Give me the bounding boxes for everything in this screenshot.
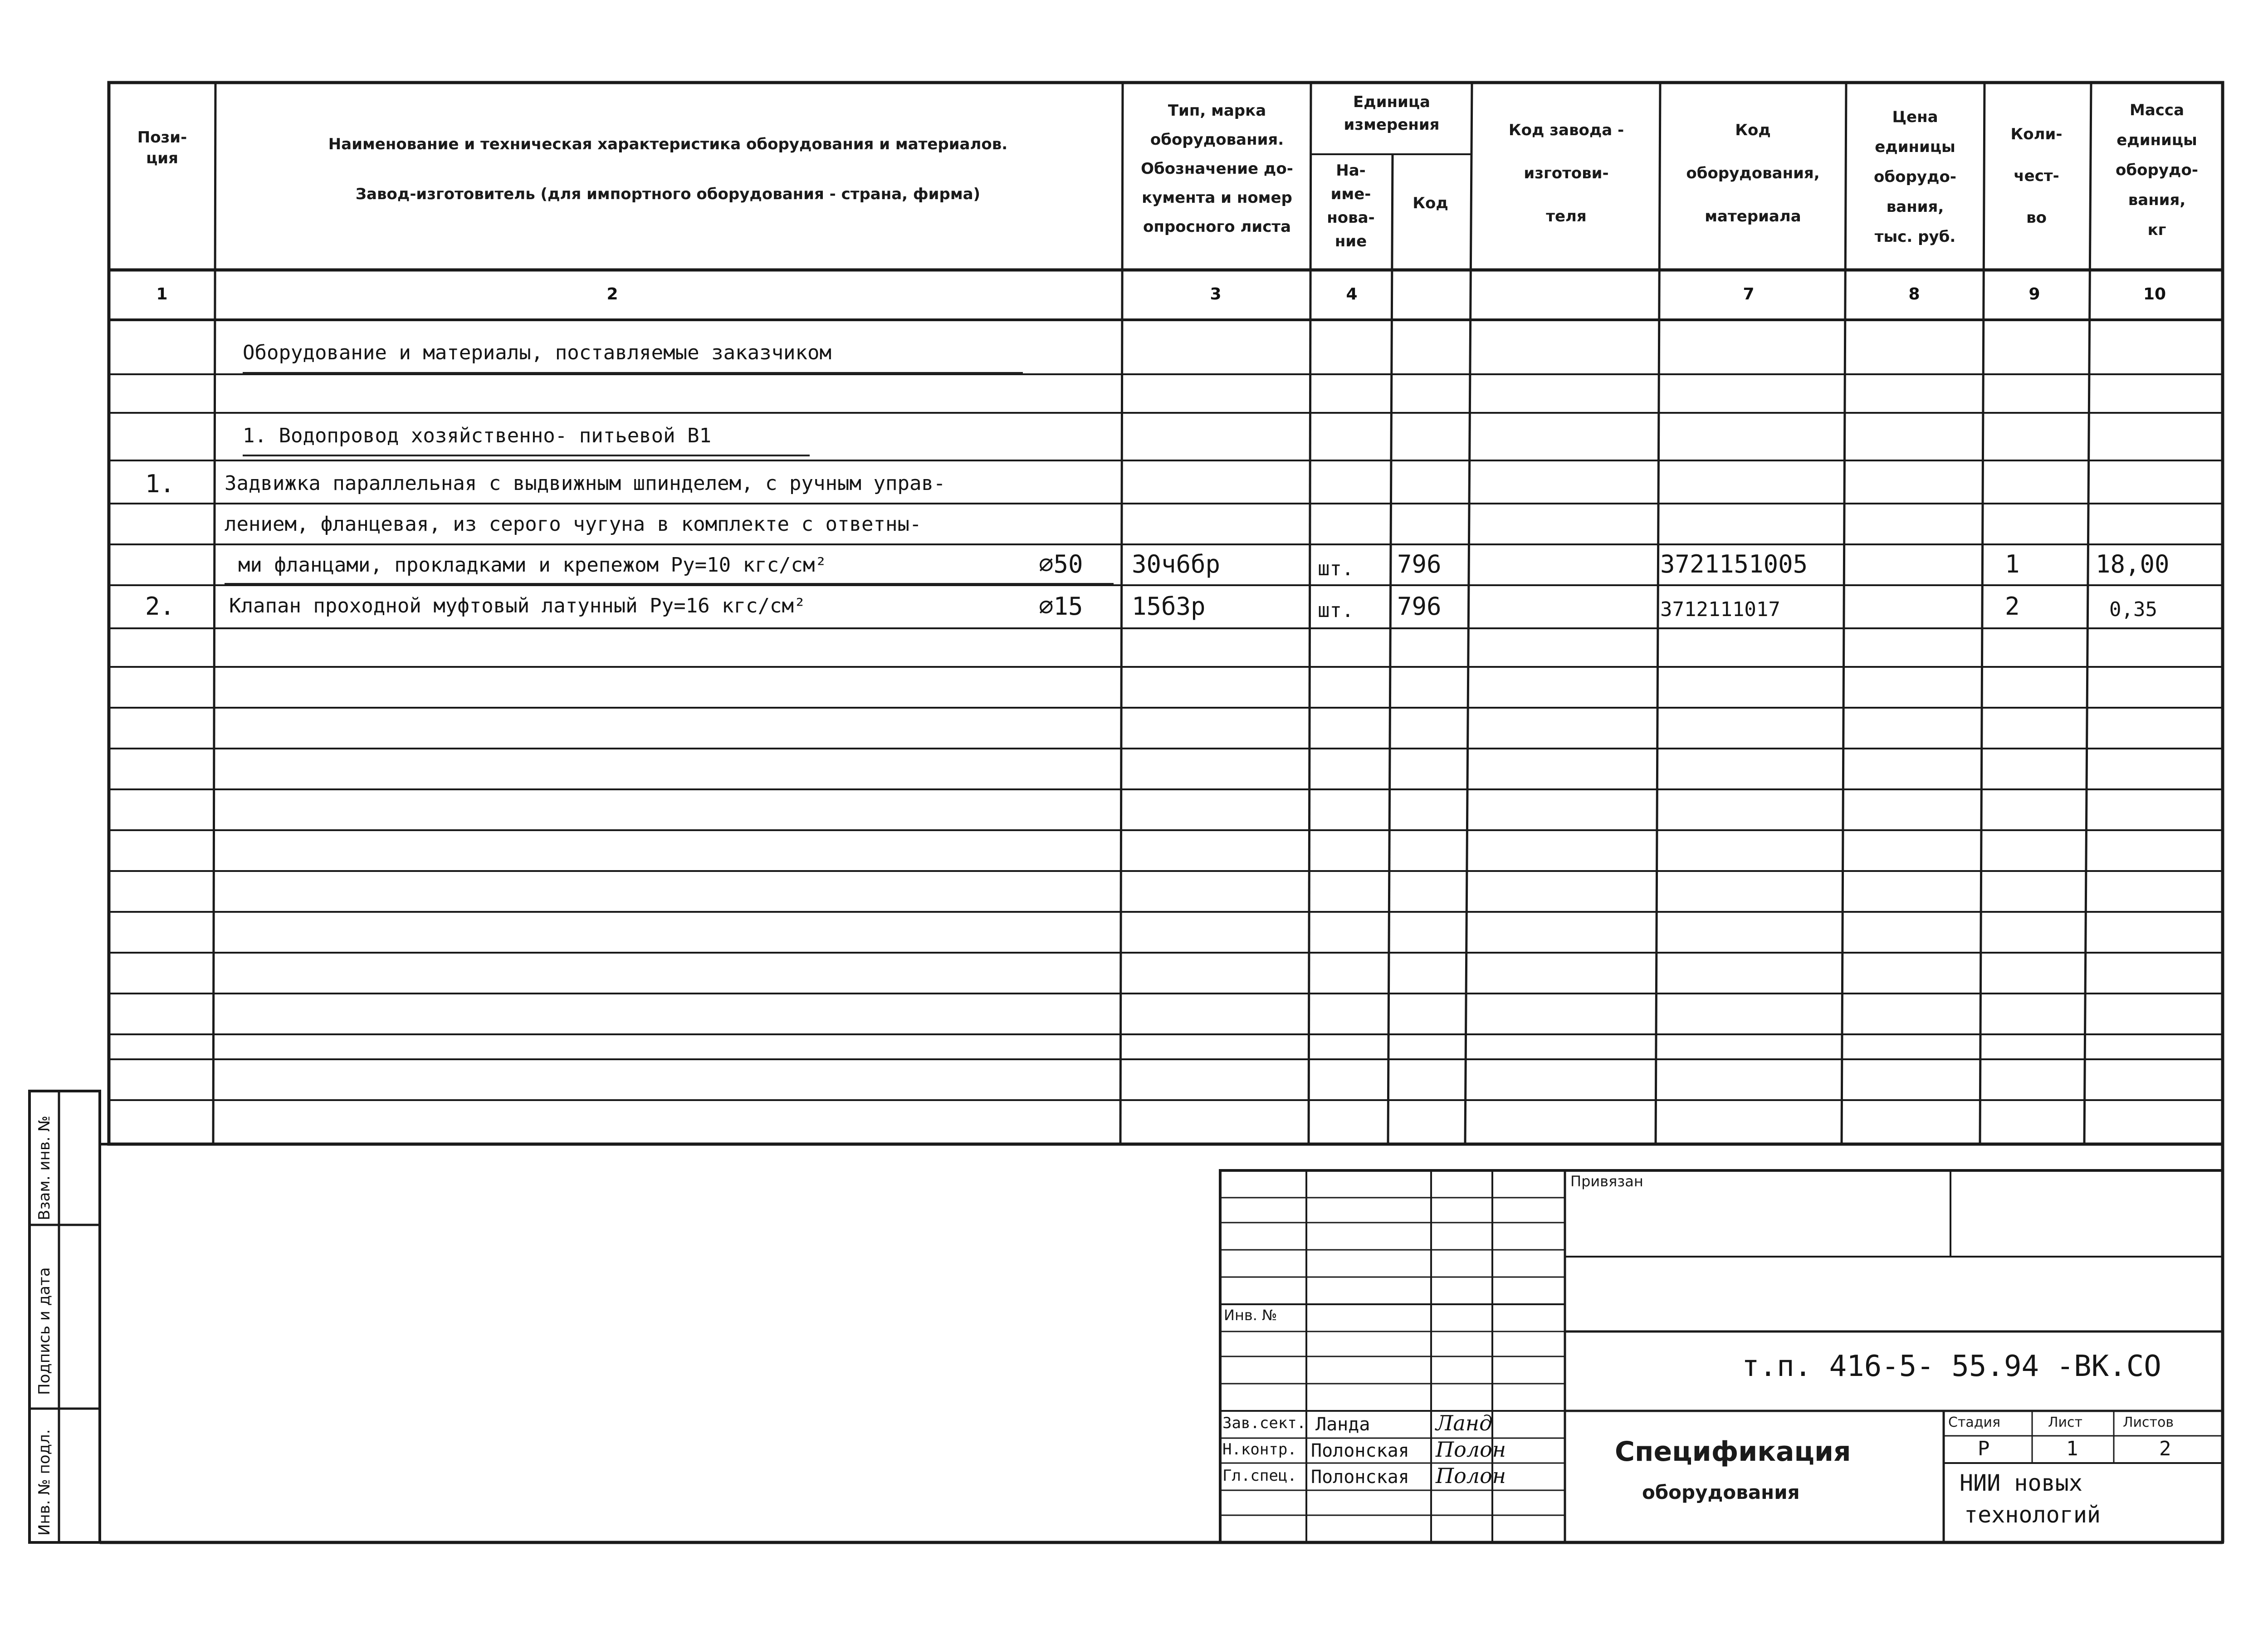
item2-type: 15б3р [1132, 592, 1206, 621]
role-3-signature: Полон [1436, 1463, 1506, 1488]
item2-equipment-code: 3712111017 [1660, 598, 1780, 621]
item2-position: 2. [145, 592, 175, 621]
item1-dn: ⌀50 [1039, 550, 1083, 578]
header-name-line2: Завод-изготовитель (для импортного оборудования - страна, фирма) [355, 185, 981, 203]
item1-name-line1: Задвижка параллельная с выдвижным шпинделем, с ручным управ- [225, 472, 946, 495]
subsection-title: 1. Водопровод хозяйственно- питьевой В1 [243, 424, 712, 447]
item1-position: 1. [145, 470, 175, 498]
role-3-name: Полонская [1311, 1467, 1409, 1488]
header-type: Тип, марка оборудования. Обозначение до- кумента и номер опросного листа [1141, 102, 1293, 236]
colnum-3: 3 [1210, 285, 1222, 303]
section-title: Оборудование и материалы, поставляемые заказчиком [243, 341, 832, 364]
sheets-value: 2 [2159, 1437, 2171, 1460]
colnum-1: 1 [156, 285, 168, 303]
item1-underline [225, 583, 1114, 584]
item1-type: 30ч6бр [1132, 550, 1221, 578]
role-1-signature: Ланд [1436, 1411, 1493, 1435]
title-line2: оборудования [1642, 1481, 1800, 1503]
item2-dn: ⌀15 [1039, 592, 1083, 621]
title-line1: Спецификация [1615, 1436, 1851, 1468]
colnum-7: 7 [1743, 285, 1755, 303]
item1-quantity: 1 [2005, 550, 2020, 578]
colnum-10: 10 [2143, 285, 2166, 303]
header-equipment-code: Код оборудования, материала [1686, 121, 1820, 225]
item1-name-line3: ми фланцами, прокладками и крепежом Py=10 кгс/см² [238, 553, 827, 577]
item2-mass: 0,35 [2109, 598, 2157, 621]
side-label-inv-podl: Инв. № подл. [35, 1429, 54, 1536]
item1-unit: шт. [1318, 557, 1354, 580]
header-name-line1: Наименование и техническая характеристика оборудования и материалов. [328, 135, 1008, 153]
side-label-vzam: Взам. инв. № [35, 1116, 54, 1220]
role-2: Н.контр. [1222, 1440, 1297, 1459]
item1-unit-code: 796 [1397, 550, 1442, 578]
role-1: Зав.сект. [1222, 1414, 1306, 1432]
header-quantity: Коли- чест- во [2010, 125, 2063, 227]
item1-name-line2: лением, фланцевая, из серого чугуна в комплекте с ответны- [225, 513, 922, 536]
stage-value: Р [1978, 1437, 1990, 1460]
role-1-name: Ланда [1315, 1414, 1370, 1435]
header-position: Пози- ция [137, 128, 187, 167]
colnum-2: 2 [606, 285, 618, 303]
header-mass: Масса единицы оборудо- вания, кг [2116, 101, 2198, 239]
item2-unit: шт. [1318, 599, 1354, 622]
colnum-4: 4 [1346, 285, 1358, 303]
header-unit-name: На- име- нова- ние [1327, 162, 1375, 250]
sheet-value: 1 [2066, 1437, 2078, 1460]
subsection-underline [243, 455, 810, 456]
privyazan-label: Привязан [1570, 1173, 1643, 1190]
header-price: Цена единицы оборудо- вания, тыс. руб. [1874, 108, 1956, 246]
role-3: Гл.спец. [1222, 1467, 1297, 1485]
header-factory-code: Код завода - изготови- теля [1508, 121, 1624, 225]
header-unit-code: Код [1413, 194, 1448, 212]
item2-quantity: 2 [2005, 592, 2020, 621]
item2-unit-code: 796 [1397, 592, 1442, 621]
role-2-name: Полонская [1311, 1440, 1409, 1461]
role-2-signature: Полон [1436, 1437, 1506, 1462]
inv-no-label: Инв. № [1224, 1307, 1277, 1324]
colnum-9: 9 [2028, 285, 2040, 303]
item1-equipment-code: 3721151005 [1660, 550, 1808, 578]
item1-mass: 18,00 [2096, 550, 2170, 578]
org-line1: НИИ новых [1960, 1470, 2082, 1496]
colnum-8: 8 [1908, 285, 1920, 303]
org-line2: технологий [1964, 1502, 2101, 1528]
sheets-label: Листов [2123, 1415, 2174, 1430]
stage-label: Стадия [1948, 1415, 2001, 1430]
header-unit-group: Единица измерения [1344, 93, 1440, 134]
side-label-podpis: Подпись и дата [35, 1267, 54, 1395]
section-underline [243, 372, 1023, 374]
item2-name-line1: Клапан проходной муфтовый латунный Py=16 кгс/см² [229, 594, 806, 617]
sheet-label: Лист [2048, 1415, 2083, 1430]
document-code: т.п. 416-5- 55.94 -ВК.СО [1742, 1350, 2161, 1383]
